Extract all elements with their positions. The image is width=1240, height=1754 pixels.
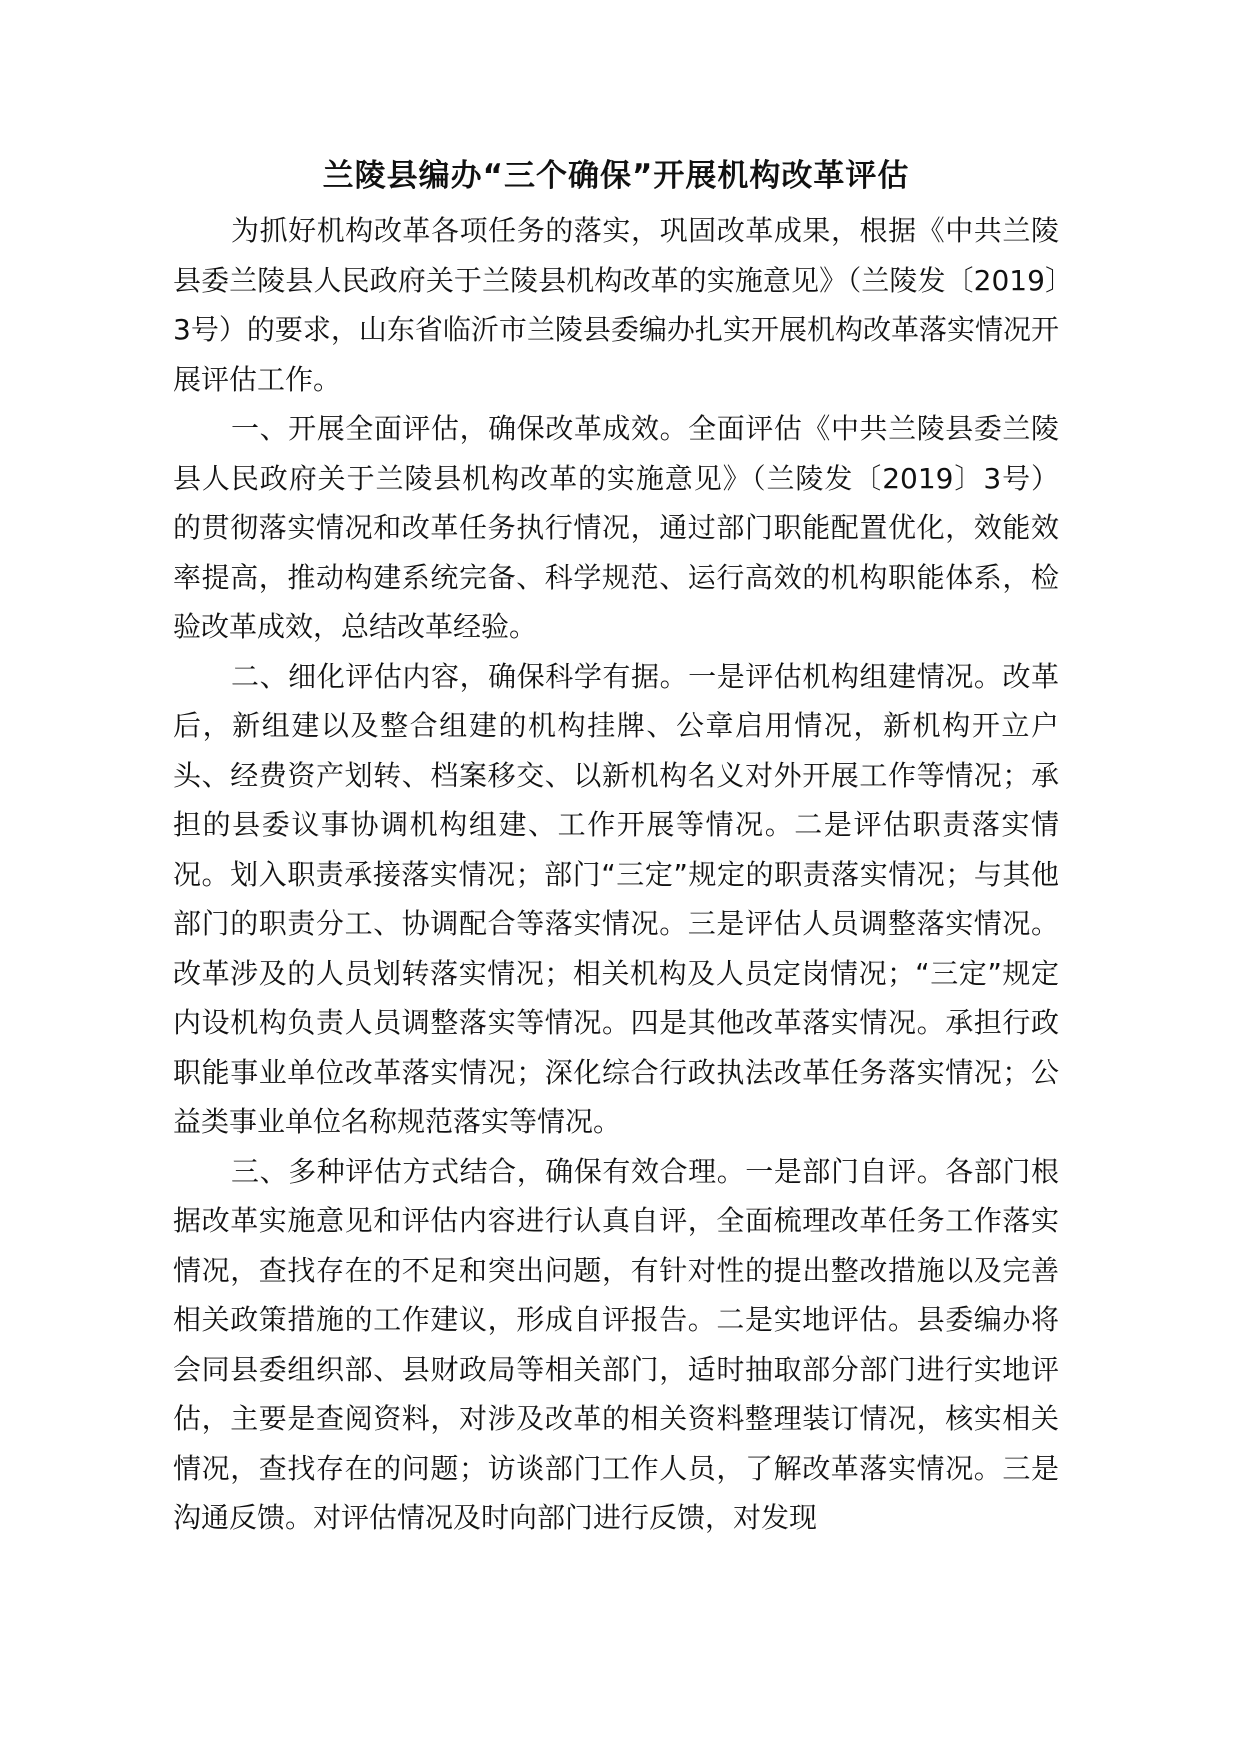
paragraph-section-2: 二、细化评估内容，确保科学有据。一是评估机构组建情况。改革后，新组建以及整合组建的机构挂牌、公章启用情况，新机构开立户头、经费资产划转、档案移交、以新机构名义对外开展工作等情况；承担的县委议事协调机构组建、工作开展等情况。二是评估职责落实情况。划入职责承接落实情况；部门“三定”规定的职责落实情况；与其他部门的职责分工、协调配合等落实情况。三是评估人员调整落实情况。改革涉及的人员划转落实情况；相关机构及人员定岗情况；“三定”规定内设机构负责人员调整落实等情况。四是其他改革落实情况。承担行政职能事业单位改革落实情况；深化综合行政执法改革任务落实情况；公益类事业单位名称规范落实等情况。 <box>173 659 1059 1138</box>
document-body <box>173 150 1059 1543</box>
paragraph-section-1: 一、开展全面评估，确保改革成效。全面评估《中共兰陵县委兰陵县人民政府关于兰陵县机构改革的实施意见》（兰陵发〔2019〕3号）的贯彻落实情况和改革任务执行情况，通过部门职能配置优化，效能效率提高，推动构建系统完备、科学规范、运行高效的机构职能体系，检验改革成效，总结改革经验。 <box>173 412 1059 643</box>
paragraph-intro: 为抓好机构改革各项任务的落实，巩固改革成果，根据《中共兰陵县委兰陵县人民政府关于兰陵县机构改革的实施意见》（兰陵发〔2019〕3号）的要求，山东省临沂市兰陵县委编办扎实开展机构改革落实情况开展评估工作。 <box>173 214 1059 396</box>
document-title: 兰陵县编办“三个确保”开展机构改革评估 <box>322 158 910 194</box>
paragraph-section-3: 三、多种评估方式结合，确保有效合理。一是部门自评。各部门根据改革实施意见和评估内容进行认真自评，全面梳理改革任务工作落实情况，查找存在的不足和突出问题，有针对性的提出整改措施以及完善相关政策措施的工作建议，形成自评报告。二是实地评估。县委编办将会同县委组织部、县财政局等相关部门，适时抽取部分部门进行实地评估，主要是查阅资料，对涉及改革的相关资料整理装订情况，核实相关情况，查找存在的问题；访谈部门工作人员，了解改革落实情况。三是沟通反馈。对评估情况及时向部门进行反馈，对发现 <box>173 1154 1059 1534</box>
